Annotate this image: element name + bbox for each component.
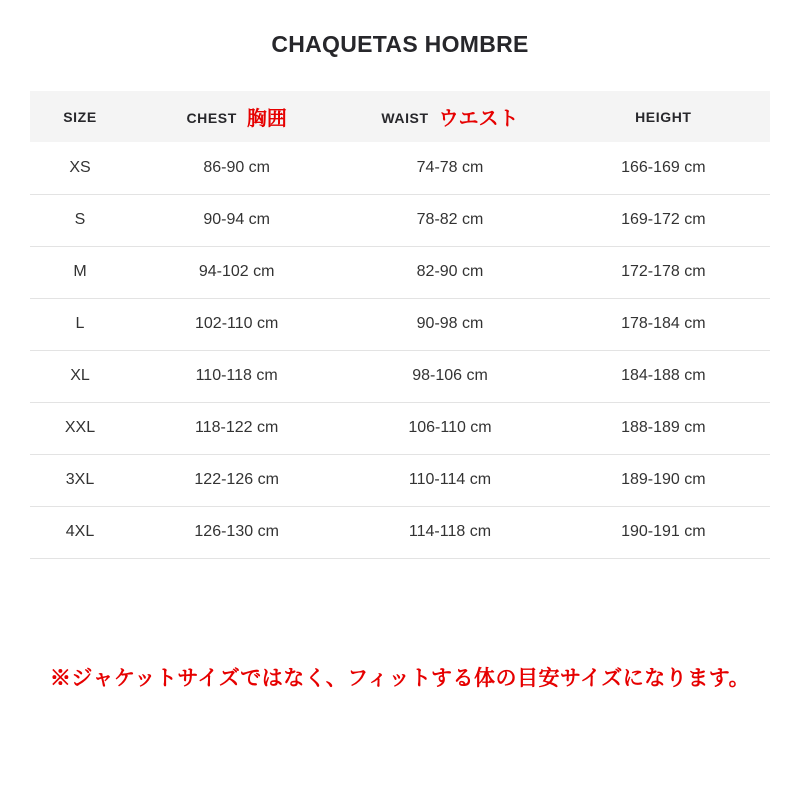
cell-height: 189-190 cm — [557, 454, 770, 506]
column-header-label: CHEST — [186, 110, 237, 126]
cell-chest: 118-122 cm — [130, 402, 343, 454]
cell-waist: 110-114 cm — [343, 454, 556, 506]
column-header-label: HEIGHT — [635, 108, 692, 125]
cell-size: XS — [30, 142, 130, 194]
cell-waist: 82-90 cm — [343, 246, 556, 298]
cell-height: 188-189 cm — [557, 402, 770, 454]
cell-size: 4XL — [30, 506, 130, 558]
cell-size: S — [30, 194, 130, 246]
cell-size: XXL — [30, 402, 130, 454]
column-header-height — [557, 91, 770, 142]
cell-chest: 86-90 cm — [130, 142, 343, 194]
table-row — [30, 454, 770, 506]
column-header-ja-label: ウエスト — [438, 108, 519, 130]
table-row — [30, 142, 770, 194]
column-header-size — [30, 91, 130, 142]
table-row — [30, 246, 770, 298]
cell-waist: 74-78 cm — [343, 142, 556, 194]
column-header-ja-label: 胸囲 — [246, 108, 287, 130]
size-table-head — [30, 91, 770, 142]
cell-size: M — [30, 246, 130, 298]
cell-chest: 102-110 cm — [130, 298, 343, 350]
column-header-label: WAIST — [381, 110, 429, 126]
column-header-label: SIZE — [63, 108, 97, 125]
table-row — [30, 194, 770, 246]
fit-note: ※ジャケットサイズではなく、フィットする体の目安サイズになります。 — [49, 666, 751, 690]
cell-height: 169-172 cm — [557, 194, 770, 246]
page-title: CHAQUETAS HOMBRE — [271, 31, 529, 57]
cell-height: 178-184 cm — [557, 298, 770, 350]
cell-size: 3XL — [30, 454, 130, 506]
cell-chest: 110-118 cm — [130, 350, 343, 402]
cell-chest: 122-126 cm — [130, 454, 343, 506]
cell-waist: 78-82 cm — [343, 194, 556, 246]
cell-chest: 90-94 cm — [130, 194, 343, 246]
cell-chest: 94-102 cm — [130, 246, 343, 298]
cell-size: XL — [30, 350, 130, 402]
cell-chest: 126-130 cm — [130, 506, 343, 558]
cell-waist: 114-118 cm — [343, 506, 556, 558]
table-row — [30, 298, 770, 350]
table-header-row — [30, 91, 770, 142]
cell-waist: 90-98 cm — [343, 298, 556, 350]
cell-size: L — [30, 298, 130, 350]
cell-height: 190-191 cm — [557, 506, 770, 558]
size-table — [30, 91, 770, 559]
cell-waist: 106-110 cm — [343, 402, 556, 454]
cell-height: 166-169 cm — [557, 142, 770, 194]
cell-waist: 98-106 cm — [343, 350, 556, 402]
table-row — [30, 402, 770, 454]
cell-height: 172-178 cm — [557, 246, 770, 298]
size-table-body — [30, 142, 770, 558]
table-row — [30, 506, 770, 558]
column-header-chest — [130, 91, 343, 142]
column-header-waist — [343, 91, 556, 142]
table-row — [30, 350, 770, 402]
cell-height: 184-188 cm — [557, 350, 770, 402]
